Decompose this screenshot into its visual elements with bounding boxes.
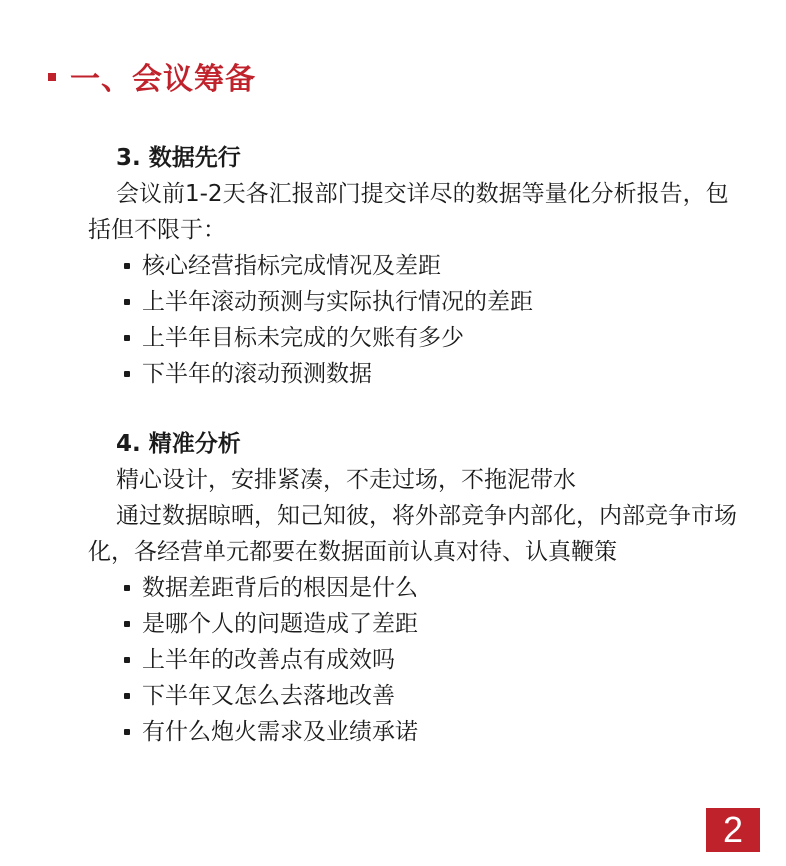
bullet-icon — [124, 621, 130, 627]
list-item: 下半年的滚动预测数据 — [124, 356, 738, 392]
content — [88, 140, 738, 750]
section-title: 一、会议筹备 — [70, 62, 256, 97]
bullet-icon — [124, 657, 130, 663]
list-item: 有什么炮火需求及业绩承诺 — [124, 714, 738, 750]
bullet-icon — [124, 585, 130, 591]
bullet-icon — [124, 335, 130, 341]
subheading-data-first: 3. 数据先行 — [116, 145, 241, 171]
list-item: 上半年目标未完成的欠账有多少 — [124, 320, 738, 356]
subheading-analysis: 4. 精准分析 — [116, 431, 241, 457]
list-item: 上半年滚动预测与实际执行情况的差距 — [124, 284, 738, 320]
section-bullet-icon — [48, 73, 56, 81]
bullet-icon — [124, 299, 130, 305]
list-data-first — [88, 248, 738, 392]
list-analysis — [88, 570, 738, 750]
list-item: 数据差距背后的根因是什么 — [124, 570, 738, 606]
section-header — [48, 52, 256, 100]
bullet-icon — [124, 729, 130, 735]
paragraph-analysis-1: 精心设计，安排紧凑，不走过场，不拖泥带水 — [116, 467, 576, 493]
list-item: 是哪个人的问题造成了差距 — [124, 606, 738, 642]
paragraph-data-first-intro: 会议前1-2天各汇报部门提交详尽的数据等量化分析报告，包括但不限于： — [88, 181, 729, 243]
page-number: 2 — [706, 808, 760, 852]
bullet-icon — [124, 693, 130, 699]
bullet-icon — [124, 263, 130, 269]
list-item: 核心经营指标完成情况及差距 — [124, 248, 738, 284]
list-item: 上半年的改善点有成效吗 — [124, 642, 738, 678]
list-item: 下半年又怎么去落地改善 — [124, 678, 738, 714]
bullet-icon — [124, 371, 130, 377]
paragraph-analysis-2: 通过数据晾晒，知己知彼，将外部竞争内部化，内部竞争市场化，各经营单元都要在数据面前认真对待、认真鞭策 — [88, 503, 737, 565]
